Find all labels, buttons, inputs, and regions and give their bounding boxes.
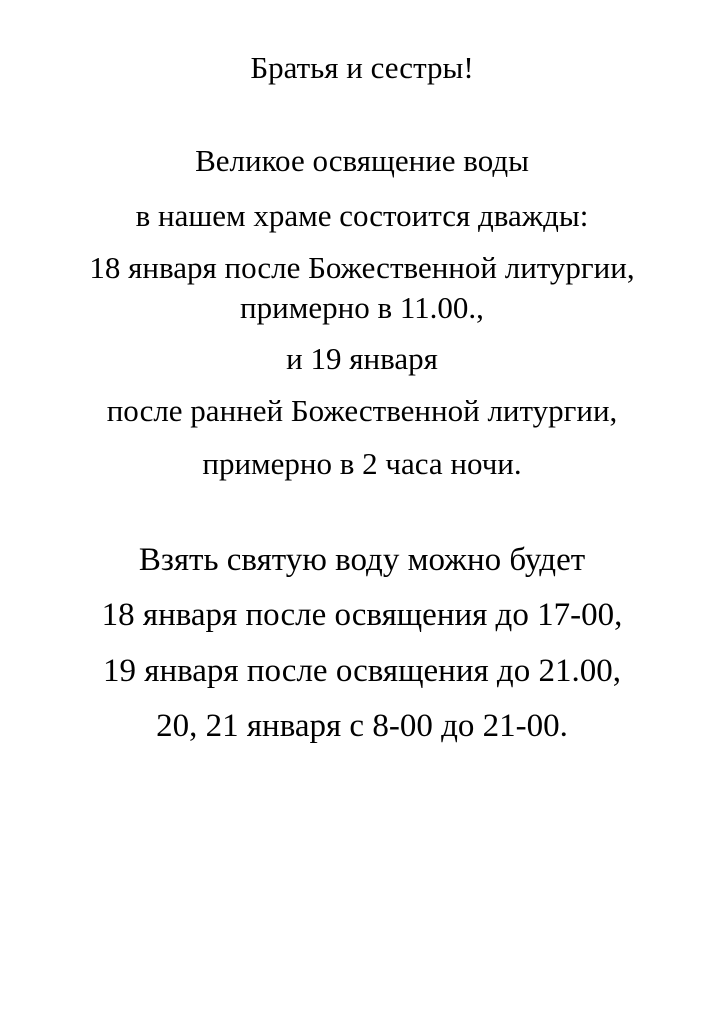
holy-water-line: 18 января после освящения до 17-00, <box>101 597 623 633</box>
blessing-line: в нашем храме состоится дважды: <box>135 198 589 233</box>
blessing-line: 18 января после Божественной литургии, <box>89 250 635 285</box>
blessing-line: примерно в 11.00., <box>240 290 484 325</box>
holy-water-line: 19 января после освящения до 21.00, <box>103 653 621 689</box>
holy-water-line: Взять святую воду можно будет <box>138 542 586 578</box>
blessing-line: и 19 января <box>286 341 438 376</box>
greeting-heading: Братья и сестры! <box>250 50 474 85</box>
blessing-line: примерно в 2 часа ночи. <box>202 446 522 481</box>
blessing-line: Великое освящение воды <box>195 143 529 178</box>
blessing-line: после ранней Божественной литургии, <box>106 393 618 428</box>
holy-water-line: 20, 21 января с 8-00 до 21-00. <box>156 708 568 744</box>
